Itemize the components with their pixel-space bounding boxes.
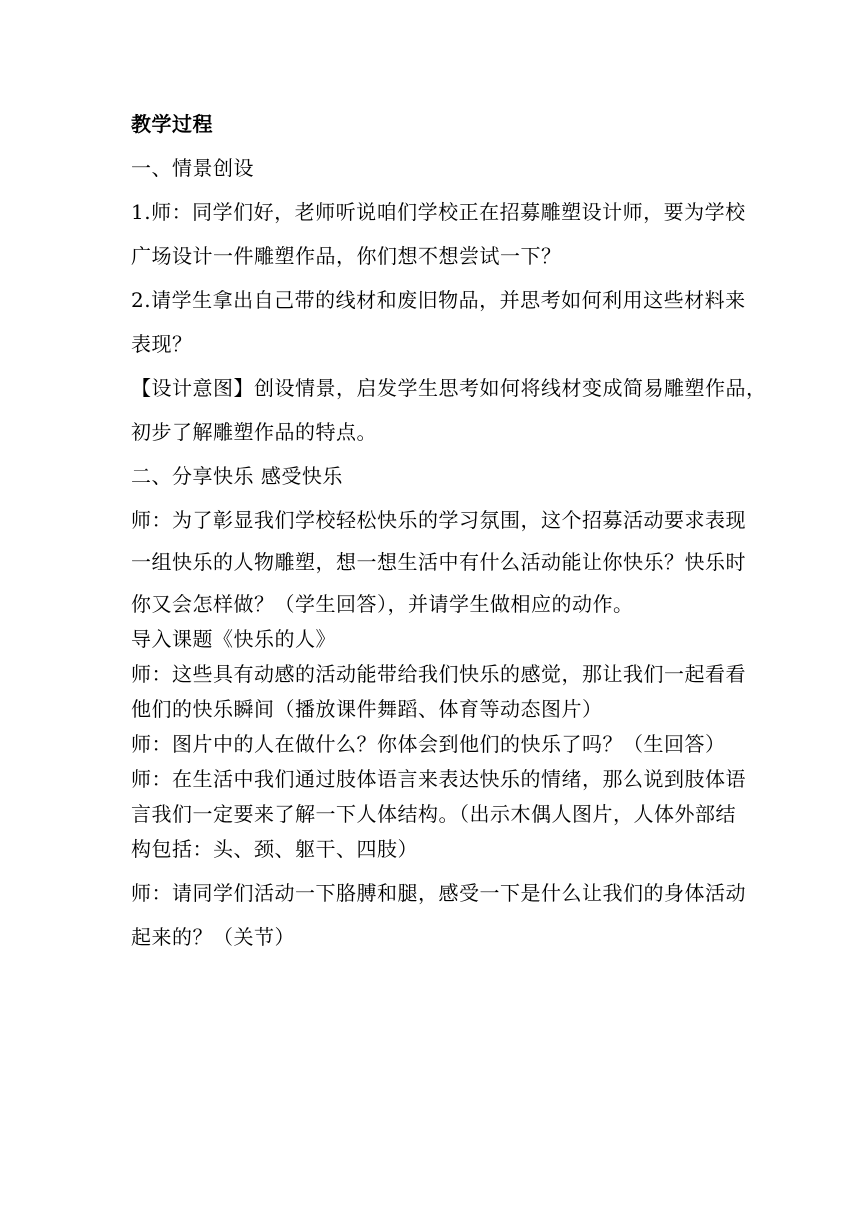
paragraph-8-line-2: 言我们一定要来了解一下人体结构。（出示木偶人图片，人体外部结 [131, 802, 736, 826]
paragraph-9-line-2: 起来的？（关节） [131, 925, 295, 949]
lesson-topic-line: 导入课题《快乐的人》 [131, 627, 336, 651]
design-intent-line-1: 【设计意图】创设情景，启发学生思考如何将线材变成简易雕塑作品， [131, 376, 767, 400]
paragraph-8-line-3: 构包括：头、颈、躯干、四肢） [131, 837, 418, 861]
paragraph-6-line-1: 师：这些具有动感的活动能带给我们快乐的感觉，那让我们一起看看 [131, 662, 746, 686]
document-title: 教学过程 [131, 112, 213, 136]
paragraph-4-line-3: 你又会怎样做？（学生回答），并请学生做相应的动作。 [131, 592, 634, 616]
paragraph-8-line-1: 师：在生活中我们通过肢体语言来表达快乐的情绪，那么说到肢体语 [131, 767, 746, 791]
paragraph-2-line-2: 表现？ [131, 332, 193, 356]
document-page [131, 108, 767, 953]
paragraph-4-line-2: 一组快乐的人物雕塑，想一想生活中有什么活动能让你快乐？快乐时 [131, 550, 746, 574]
paragraph-1-line-2: 广场设计一件雕塑作品，你们想不想尝试一下？ [131, 244, 562, 268]
paragraph-7-line-1: 师：图片中的人在做什么？你体会到他们的快乐了吗？（生回答） [131, 732, 726, 756]
paragraph-9-line-1: 师：请同学们活动一下胳膊和腿，感受一下是什么让我们的身体活动 [131, 881, 746, 905]
paragraph-6-line-2: 他们的快乐瞬间（播放课件舞蹈、体育等动态图片） [131, 697, 603, 721]
section-heading-1: 一、情景创设 [131, 156, 254, 180]
paragraph-4-line-1: 师：为了彰显我们学校轻松快乐的学习氛围，这个招募活动要求表现 [131, 508, 746, 532]
paragraph-1-line-1: 1.师：同学们好，老师听说咱们学校正在招募雕塑设计师，要为学校 [131, 200, 746, 224]
design-intent-line-2: 初步了解雕塑作品的特点。 [131, 420, 377, 444]
section-heading-2: 二、分享快乐 感受快乐 [131, 464, 343, 488]
paragraph-2-line-1: 2.请学生拿出自己带的线材和废旧物品，并思考如何利用这些材料来 [131, 288, 746, 312]
